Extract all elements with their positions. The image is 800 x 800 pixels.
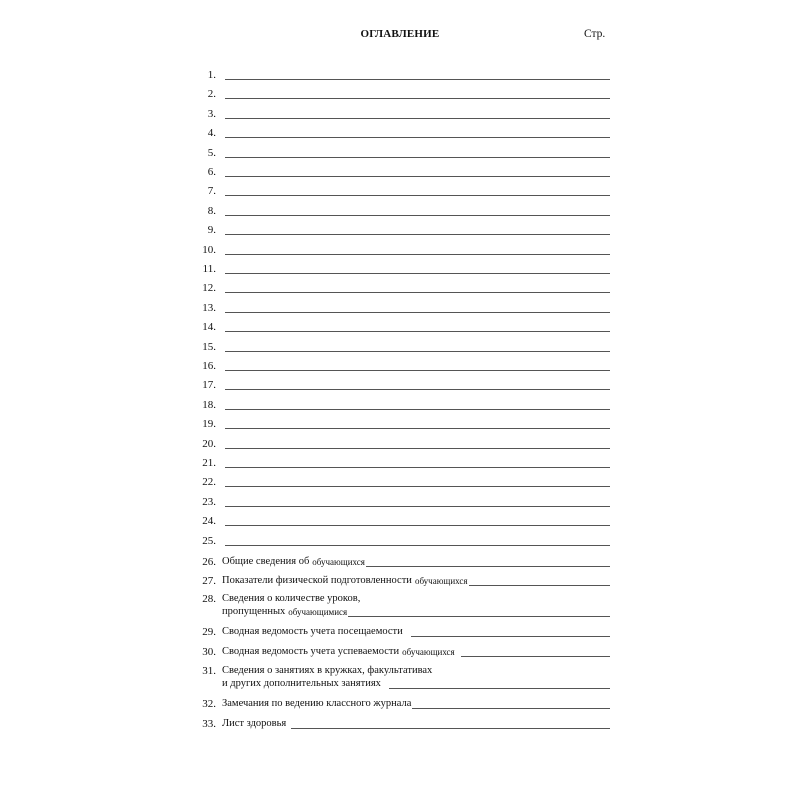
entry-rule [225, 312, 610, 313]
toc-entry-general-info [190, 555, 610, 569]
entry-rule [225, 506, 610, 507]
entry-rule [225, 157, 610, 158]
entry-number: 30. [202, 646, 216, 658]
entry-rule [225, 273, 610, 274]
entry-label-small: обучающихся [312, 557, 365, 567]
entry-rule [225, 331, 610, 332]
toc-entry [190, 107, 610, 121]
entry-number: 13. [202, 301, 216, 314]
entry-number: 3. [207, 107, 216, 120]
toc-entry-attendance [190, 625, 610, 639]
toc-entry-extracurricular [190, 664, 610, 691]
entry-rule [225, 448, 610, 449]
entry-number: 7. [207, 185, 216, 198]
entry-number: 1. [207, 69, 216, 81]
toc-entry [190, 184, 610, 198]
toc-entry [190, 68, 610, 82]
toc-entry [190, 417, 610, 431]
entry-number: 9. [207, 224, 216, 237]
toc-entry [190, 204, 610, 218]
entry-label: Замечания по ведению классного журнала [222, 698, 412, 709]
entry-number: 8. [207, 204, 216, 217]
toc-entry [190, 475, 610, 489]
toc-entry [190, 514, 610, 528]
entry-number: 2. [207, 88, 216, 101]
entry-number: 22. [202, 476, 216, 489]
entry-rule [225, 176, 610, 177]
toc-entry-journal-remarks [190, 697, 610, 711]
entry-label-small: обучающимися [288, 607, 348, 617]
entry-number: 31. [202, 665, 216, 677]
entry-rule [225, 215, 610, 216]
entry-number: 17. [202, 379, 216, 392]
entry-number: 12. [202, 282, 216, 295]
toc-entry [190, 495, 610, 509]
entry-number: 11. [202, 263, 216, 275]
toc-entry-missed-lessons [190, 592, 610, 619]
toc-entry [190, 165, 610, 179]
entry-number: 29. [202, 626, 216, 638]
toc-entry [190, 398, 610, 412]
toc-entry [190, 437, 610, 451]
entry-number: 14. [202, 321, 216, 334]
entry-rule [461, 656, 610, 657]
entry-rule [366, 566, 610, 567]
entry-rule [225, 254, 610, 255]
entry-rule [411, 636, 610, 637]
toc-entry [190, 378, 610, 392]
toc-entry [190, 243, 610, 257]
entry-number: 26. [202, 556, 216, 568]
entry-number: 33. [202, 718, 216, 730]
toc-entry [190, 359, 610, 373]
entry-label: и других дополнительных занятиях [222, 678, 381, 689]
entry-number: 5. [207, 146, 216, 159]
entry-rule [225, 292, 610, 293]
toc-entry [190, 534, 610, 548]
entry-rule [225, 428, 610, 429]
entry-rule [225, 545, 610, 546]
entry-number: 6. [207, 166, 216, 178]
entry-rule [225, 525, 610, 526]
entry-number: 15. [202, 340, 216, 353]
entry-rule [225, 137, 610, 138]
entry-label-line1: Сведения о количестве уроков, [222, 593, 361, 604]
entry-label-line1: Сведения о занятиях в кружках, факультативах [222, 665, 433, 676]
entry-number: 18. [202, 398, 216, 411]
entry-rule [412, 708, 610, 709]
entry-rule [225, 195, 610, 196]
toc-entry [190, 301, 610, 315]
entry-rule [225, 234, 610, 235]
entry-number: 24. [202, 515, 216, 528]
toc-entry-progress [190, 645, 610, 659]
entry-label: Общие сведения об [222, 556, 310, 567]
entry-rule [225, 467, 610, 468]
toc-entry [190, 320, 610, 334]
entry-rule [225, 351, 610, 352]
entry-rule [225, 118, 610, 119]
entry-rule [225, 486, 610, 487]
entry-number: 27. [202, 575, 216, 587]
entry-rule [225, 98, 610, 99]
entry-rule [225, 370, 610, 371]
toc-entry [190, 281, 610, 295]
toc-entry-physical-fitness [190, 574, 610, 588]
page-number-column-label: Стр. [584, 28, 606, 40]
entry-number: 10. [202, 243, 216, 256]
entry-number: 20. [202, 437, 216, 450]
entry-number: 28. [202, 593, 216, 605]
toc-entry [190, 456, 610, 470]
entry-number: 4. [207, 127, 216, 140]
toc-entry [190, 340, 610, 354]
entry-number: 16. [202, 360, 216, 372]
entry-rule [469, 585, 610, 586]
entry-number: 19. [202, 418, 216, 431]
toc-entry [190, 146, 610, 160]
toc-entry-health-sheet [190, 717, 610, 731]
entry-rule [225, 409, 610, 410]
entry-label: Сводная ведомость учета посещаемости [222, 626, 403, 637]
entry-label: пропущенных [222, 606, 286, 617]
entry-label: Лист здоровья [222, 718, 287, 729]
entry-rule [225, 79, 610, 80]
entry-rule [389, 688, 610, 689]
entry-rule [291, 728, 610, 729]
entry-number: 21. [202, 457, 216, 469]
entry-rule [225, 389, 610, 390]
toc-entry [190, 262, 610, 276]
entry-number: 23. [202, 495, 216, 508]
toc-entry [190, 87, 610, 101]
entry-label: Показатели физической подготовленности [222, 575, 412, 586]
toc-entry [190, 223, 610, 237]
entry-label-small: обучающихся [414, 576, 468, 586]
page-title: ОГЛАВЛЕНИЕ [360, 28, 440, 40]
entry-label: Сводная ведомость учета успеваемости [222, 646, 400, 657]
toc-entry [190, 126, 610, 140]
entry-rule [348, 616, 610, 617]
entry-label-small: обучающихся [402, 647, 455, 657]
entry-number: 32. [202, 698, 216, 710]
entry-number: 25. [202, 534, 216, 547]
